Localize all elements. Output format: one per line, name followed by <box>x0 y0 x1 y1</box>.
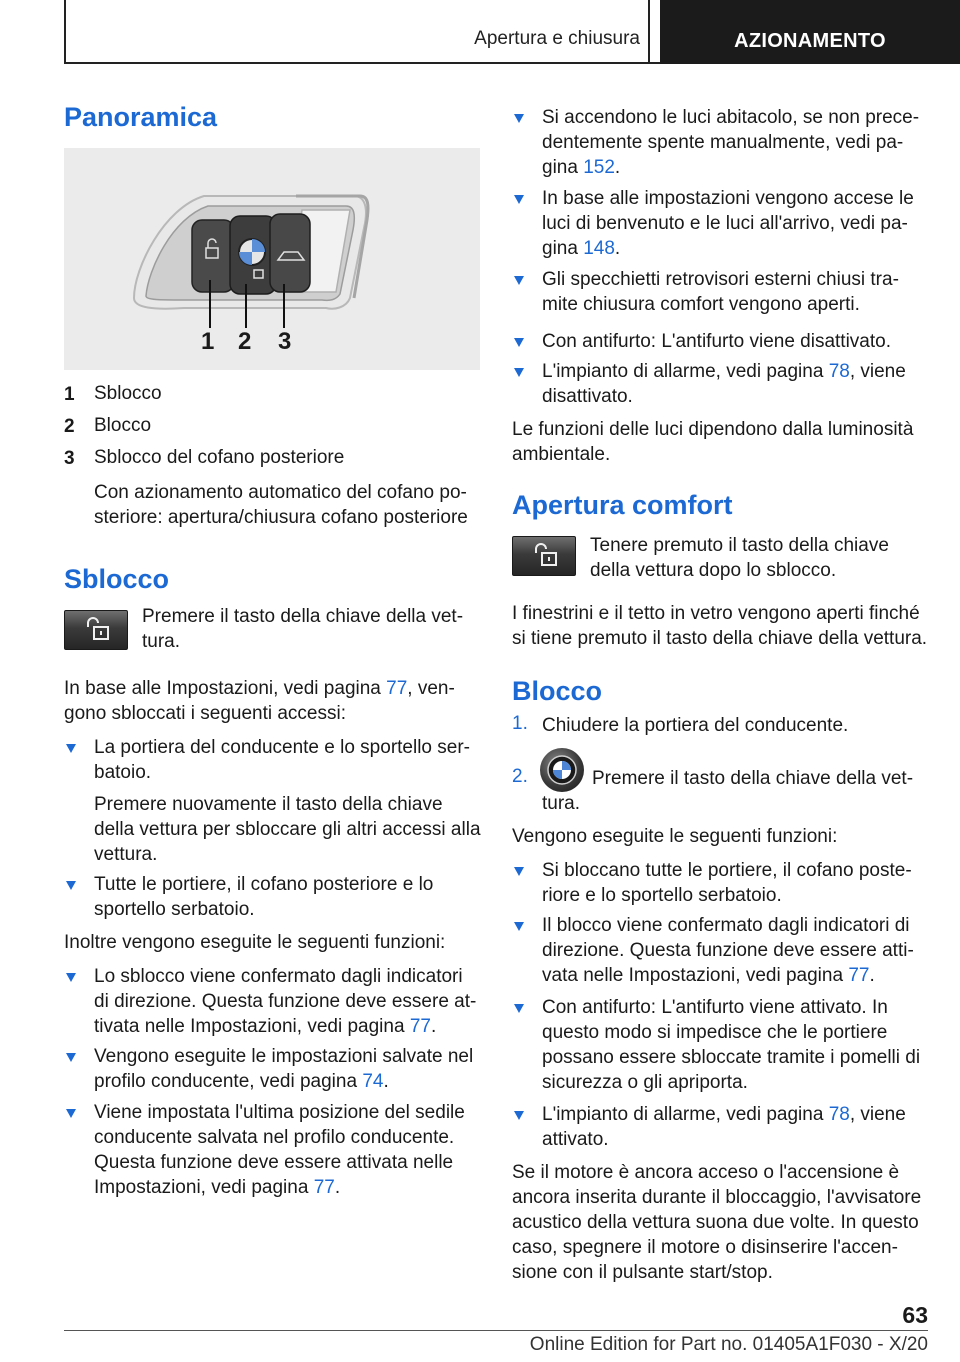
page-link-78[interactable]: 78 <box>828 361 850 382</box>
bullet-line: Viene impostata l'ultima posizione del sedile <box>94 1102 465 1123</box>
text-run: gina <box>542 157 584 178</box>
final-note-line: sione con il pulsante start/stop. <box>512 1262 773 1283</box>
bullet-line <box>94 1175 340 1200</box>
unlock-intro-line: tura. <box>142 631 181 652</box>
legend-note-line: Con azionamento automatico del cofano po- <box>94 482 467 503</box>
settings-line <box>64 676 455 701</box>
lights-note-line: Le funzioni delle luci dipendono dalla luminosità <box>512 419 914 440</box>
bullet-sub-line: della vettura per sbloccare gli altri accessi alla <box>94 819 481 840</box>
triangle-bullet-icon <box>514 276 524 285</box>
page-link-77[interactable]: 77 <box>409 1016 431 1037</box>
step-text: Premere il tasto della chiave della vet- <box>592 768 914 789</box>
legend-text: Sblocco del cofano posteriore <box>94 447 345 468</box>
header-left-rule <box>64 0 66 64</box>
unlock-title: Sblocco <box>64 564 170 594</box>
text-run: . <box>334 1177 341 1198</box>
comfort-title: Apertura comfort <box>512 490 733 520</box>
step-number: 2. <box>512 766 528 787</box>
final-note-line: ancora inserita durante il bloccaggio, l'avvisatore <box>512 1187 922 1208</box>
functions-intro: Inoltre vengono eseguite le seguenti funzioni: <box>64 932 446 953</box>
text-run: L'impianto di allarme, vedi pagina <box>542 361 829 382</box>
bullet-sub-line: Premere nuovamente il tasto della chiave <box>94 794 443 815</box>
bullet-line <box>542 155 620 180</box>
triangle-bullet-icon <box>514 368 524 377</box>
text-run: . <box>430 1016 437 1037</box>
legend-text: Sblocco <box>94 383 162 404</box>
bullet-line: Gli specchietti retrovisori esterni chiusi tra- <box>542 269 899 290</box>
bullet-line: Con antifurto: L'antifurto viene disattivato. <box>542 331 891 352</box>
final-note-line: acustico della vettura suona due volte. In questo <box>512 1212 919 1233</box>
text-run: L'impianto di allarme, vedi pagina <box>542 1104 829 1125</box>
bullet-line: questo modo si impedisce che le portiere <box>542 1022 888 1043</box>
figure-label-2: 2 <box>238 328 252 355</box>
bullet-line: mite chiusura comfort vengono aperti. <box>542 294 860 315</box>
triangle-bullet-icon <box>66 973 76 982</box>
text-run: . <box>614 157 621 178</box>
windows-line: si tiene premuto il tasto della chiave della vettura. <box>512 628 928 649</box>
comfort-line: Tenere premuto il tasto della chiave <box>590 535 889 556</box>
header-bottom-rule <box>64 62 660 64</box>
bullet-line: riore e lo sportello serbatoio. <box>542 885 782 906</box>
bullet-line: conducente salvata nel profilo conducente. <box>94 1127 455 1148</box>
key-figure <box>64 148 480 370</box>
page-link-74[interactable]: 74 <box>362 1071 384 1092</box>
lights-note-line: ambientale. <box>512 444 611 465</box>
text-run: tivata nelle Impostazioni, vedi pagina <box>94 1016 410 1037</box>
overview-title: Panoramica <box>64 102 218 132</box>
text-run: profilo conducente, vedi pagina <box>94 1071 363 1092</box>
legend-num: 2 <box>64 416 75 437</box>
bullet-line: La portiera del conducente e lo sportello ser- <box>94 737 471 758</box>
header-divider <box>648 0 650 64</box>
page-link-77[interactable]: 77 <box>386 678 408 699</box>
bullet-line: luci di benvenuto e le luci all'arrivo, vedi pa- <box>542 213 908 234</box>
comfort-line: della vettura dopo lo sblocco. <box>590 560 837 581</box>
bullet-line <box>542 236 620 261</box>
bullet-line: Lo sblocco viene confermato dagli indicatori <box>94 966 463 987</box>
bullet-line: di direzione. Questa funzione deve essere at- <box>94 991 477 1012</box>
text-run: Impostazioni, vedi pagina <box>94 1177 314 1198</box>
page-link-152[interactable]: 152 <box>583 157 615 178</box>
lock-functions-intro: Vengono eseguite le seguenti funzioni: <box>512 826 838 847</box>
windows-line: I finestrini e il tetto in vetro vengono aperti finché <box>512 603 920 624</box>
text-run: , viene <box>849 1104 906 1125</box>
text-run: . <box>383 1071 389 1092</box>
triangle-bullet-icon <box>514 114 524 123</box>
figure-label-3: 3 <box>278 328 292 355</box>
bullet-line: disattivato. <box>542 386 633 407</box>
bullet-line: direzione. Questa funzione deve essere atti- <box>542 940 914 961</box>
bullet-line: batoio. <box>94 762 152 783</box>
step-number: 1. <box>512 713 528 734</box>
triangle-bullet-icon <box>66 881 76 890</box>
bullet-line: Vengono eseguite le impostazioni salvate nel <box>94 1046 474 1067</box>
page-link-148[interactable]: 148 <box>583 238 615 259</box>
bullet-line: In base alle impostazioni vengono accese le <box>542 188 914 209</box>
bullet-line: possano essere sbloccate tramite i pomelli di <box>542 1047 921 1068</box>
unlock-key-icon <box>512 536 576 576</box>
bullet-sub-line: vettura. <box>94 844 158 865</box>
text-run: , ven- <box>407 678 455 699</box>
bullet-line: Questa funzione deve essere attivata nelle <box>94 1152 454 1173</box>
figure-label-1: 1 <box>201 328 215 355</box>
triangle-bullet-icon <box>514 195 524 204</box>
header-chapter-tab[interactable]: AZIONAMENTO <box>660 0 960 64</box>
unlock-key-icon <box>64 610 128 650</box>
car-key-illustration <box>64 148 480 370</box>
page-link-77[interactable]: 77 <box>848 965 870 986</box>
bullet-line: Tutte le portiere, il cofano posteriore e lo <box>94 874 434 895</box>
legend-text: Blocco <box>94 415 152 436</box>
bullet-line: sportello serbatoio. <box>94 899 255 920</box>
triangle-bullet-icon <box>514 867 524 876</box>
triangle-bullet-icon <box>514 922 524 931</box>
bullet-line <box>542 359 906 384</box>
page-number: 63 <box>902 1302 928 1328</box>
bullet-line: attivato. <box>542 1129 609 1150</box>
page-link-77[interactable]: 77 <box>313 1177 335 1198</box>
bullet-line: dentemente spente manualmente, vedi pa- <box>542 132 904 153</box>
legend-note-line: steriore: apertura/chiusura cofano posteriore <box>94 507 468 528</box>
text-run: . <box>614 238 621 259</box>
settings-line: gono sbloccati i seguenti accessi: <box>64 703 346 724</box>
bmw-key-icon <box>540 748 584 792</box>
bullet-line: Con antifurto: L'antifurto viene attivato. In <box>542 997 888 1018</box>
step-text: tura. <box>542 793 581 814</box>
text-run: In base alle Impostazioni, vedi pagina <box>64 678 387 699</box>
unlock-intro-line: Premere il tasto della chiave della vet- <box>142 606 464 627</box>
legend-num: 1 <box>64 384 75 405</box>
text-run: gina <box>542 238 584 259</box>
bullet-line: Il blocco viene confermato dagli indicatori di <box>542 915 910 936</box>
step-text: Chiudere la portiera del conducente. <box>542 715 849 736</box>
footer-rule <box>64 1330 928 1331</box>
bullet-line: Si bloccano tutte le portiere, il cofano poste- <box>542 860 912 881</box>
bullet-line: Si accendono le luci abitacolo, se non prece- <box>542 107 920 128</box>
legend-num: 3 <box>64 448 75 469</box>
text-run: , viene <box>849 361 906 382</box>
lock-title: Blocco <box>512 676 603 706</box>
triangle-bullet-icon <box>66 1109 76 1118</box>
bullet-line <box>542 963 875 988</box>
footer-edition: Online Edition for Part no. 01405A1F030 - X/20 <box>529 1334 928 1355</box>
triangle-bullet-icon <box>514 1111 524 1120</box>
bullet-line <box>94 1069 389 1094</box>
text-run: vata nelle Impostazioni, vedi pagina <box>542 965 849 986</box>
bullet-line <box>542 1102 906 1127</box>
triangle-bullet-icon <box>514 338 524 347</box>
triangle-bullet-icon <box>66 1053 76 1062</box>
final-note-line: Se il motore è ancora acceso o l'accensione è <box>512 1162 900 1183</box>
triangle-bullet-icon <box>514 1004 524 1013</box>
header-section-title: Apertura e chiusura <box>474 28 640 49</box>
triangle-bullet-icon <box>66 744 76 753</box>
page-link-78[interactable]: 78 <box>828 1104 850 1125</box>
final-note-line: caso, spegnere il motore o disinserire l'accen- <box>512 1237 898 1258</box>
bullet-line <box>94 1014 436 1039</box>
text-run: . <box>869 965 875 986</box>
bullet-line: sicurezza o gli apriporta. <box>542 1072 748 1093</box>
